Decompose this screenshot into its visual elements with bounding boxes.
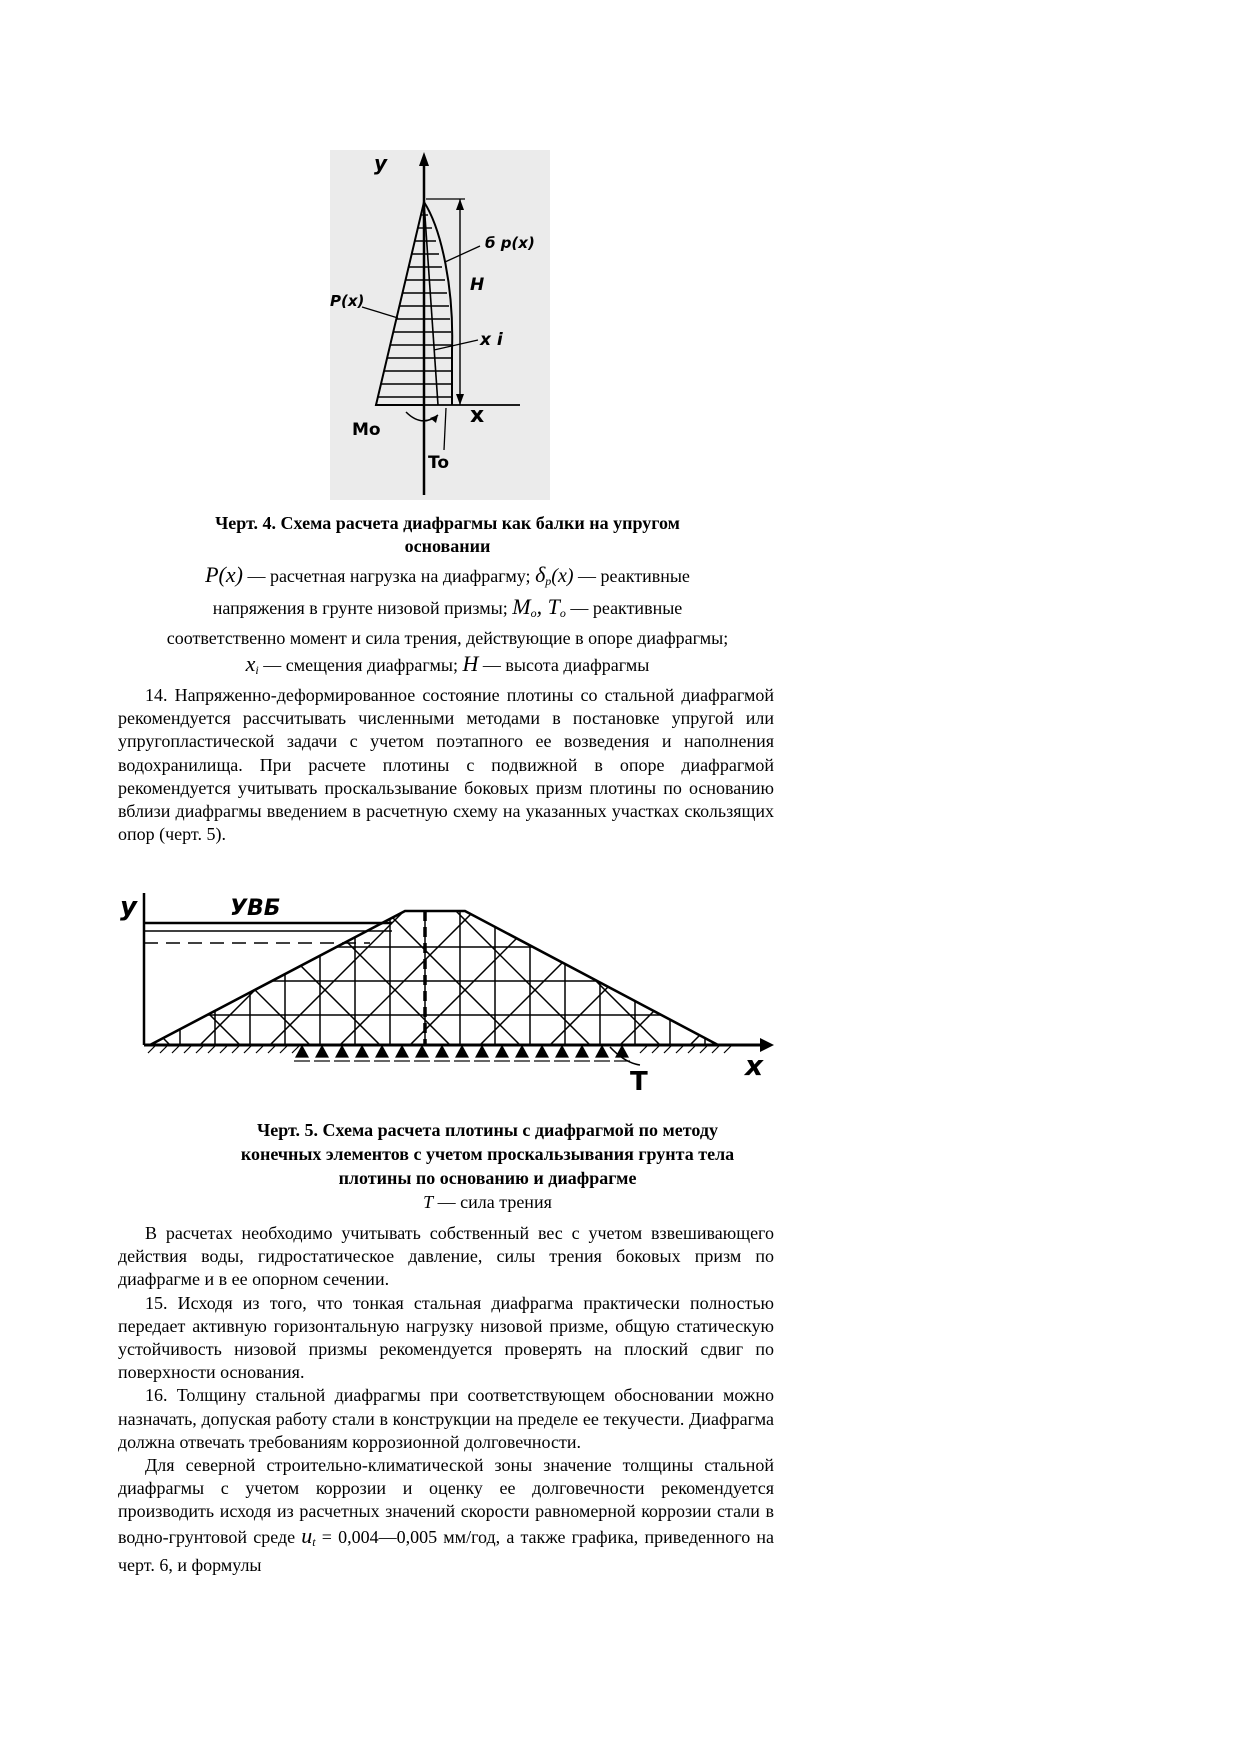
legend-text: — высота диафрагмы — [478, 655, 650, 675]
figure-5-caption — [140, 1118, 795, 1215]
legend-text: — сила трения — [433, 1192, 552, 1212]
paragraph-calculations: В расчетах необходимо учитывать собственный вес с учетом взвешивающего действия воды, гидростатическое давление, силы трения боковых призм по диафрагме и в ее опорном сечении. — [118, 1223, 774, 1290]
paragraph-north-zone — [118, 1454, 774, 1577]
paragraph-14-block — [118, 684, 774, 846]
label-y: y — [120, 892, 137, 922]
symbol-t: T — [547, 594, 560, 619]
label-xi: x i — [480, 330, 503, 350]
label-level: УВБ — [230, 896, 281, 921]
figure-5-fem-scheme — [120, 885, 775, 1100]
label-to: To — [428, 453, 450, 473]
legend-text: — реактивные — [573, 566, 690, 586]
figure-5-title-line2: конечных элементов с учетом проскальзывания грунта тела — [240, 1144, 735, 1164]
symbol-delta: δ — [535, 562, 546, 587]
figure-4-title-line1: Черт. 4. Схема расчета диафрагмы как балки на упругом — [215, 513, 680, 533]
legend-text: соответственно момент и сила трения, действующие в опоре диафрагмы; — [166, 628, 729, 648]
figure-background — [330, 150, 550, 500]
sliding-supports — [294, 1046, 630, 1061]
fem-mesh — [120, 885, 775, 1100]
figure-5-legend — [180, 1190, 795, 1215]
label-x: x — [745, 1049, 764, 1082]
symbol-delta-arg: (x) — [551, 565, 574, 587]
figure-4-caption — [120, 512, 775, 683]
label-y: y — [374, 151, 388, 175]
symbol-m-sub: o — [530, 606, 537, 620]
label-mo: Mo — [352, 420, 381, 440]
symbol-x-sub: i — [255, 663, 259, 677]
paragraph-north-text: Для северной строительно-климатической зоны значение толщины стальной диафрагмы с учетом коррозии и оценку ее долговечности рекомендуется производить исходя из расчетных значений скорости равномерной коррозии стали в водно-грунтовой среде — [118, 1455, 774, 1547]
paragraph-16: 16. Толщину стальной диафрагмы при соответствующем обосновании можно назначать, допуская работу стали в конструкции на пределе ее текучести. Диафрагма должна отвечать требованиям коррозионной долговечности. — [118, 1385, 774, 1452]
label-p: P(x) — [330, 292, 365, 310]
figure-4-legend — [120, 562, 775, 683]
label-x: x — [470, 403, 485, 428]
body-text-block — [118, 1222, 774, 1577]
legend-comma: , — [536, 594, 548, 619]
symbol-t: T — [423, 1192, 434, 1212]
paragraph-north-text-end: = 0,004—0,005 мм/год, а также графика, приведенного на черт. 6, и формулы — [118, 1526, 774, 1575]
symbol-u-sub: t — [312, 1534, 316, 1549]
label-t: T — [630, 1067, 648, 1097]
paragraph-14: 14. Напряженно-деформированное состояние плотины со стальной диафрагмой рекомендуется рассчитывать численными методами в постановке упругой или упругопластической задачи с учетом поэтапного ее возведения и наполнения водохранилища. При расчете плотины с подвижной в опоре диафрагмой рекомендуется учитывать проскальзывание боковых призм плотины по основанию вблизи диафрагмы введением в расчетную схему на указанных участках скользящих опор (черт. 5). — [118, 685, 774, 845]
label-h: H — [470, 275, 485, 295]
symbol-x: x — [245, 651, 256, 676]
figure-5-title-line1: Черт. 5. Схема расчета плотины с диафрагмой по методу — [257, 1120, 718, 1140]
legend-text: — реактивные — [565, 598, 683, 618]
symbol-h: H — [462, 651, 479, 676]
label-sigma: б p(x) — [485, 234, 535, 252]
symbol-delta-sub: p — [545, 574, 552, 588]
legend-text: — расчетная нагрузка на диафрагму; — [242, 566, 536, 586]
legend-text: — смещения диафрагмы; — [258, 655, 463, 675]
figure-4-title-line2: основании — [404, 536, 491, 556]
figure-4-diaphragm-scheme — [330, 150, 550, 500]
paragraph-15: 15. Исходя из того, что тонкая стальная диафрагма практически полностью передает активную горизонтальную нагрузку низовой призме, общую статическую устойчивость низовой призмы рекомендуется проверять на плоский сдвиг по поверхности основания. — [118, 1292, 774, 1383]
figure-5-title — [180, 1118, 795, 1190]
symbol-u: u — [301, 1522, 313, 1548]
figure-5-title-line3: плотины по основанию и диафрагме — [338, 1168, 637, 1188]
symbol-m: M — [512, 594, 531, 619]
symbol-p: P(x) — [205, 562, 243, 587]
figure-4-title — [120, 512, 775, 558]
symbol-t-sub: o — [559, 606, 566, 620]
legend-text: напряжения в грунте низовой призмы; — [212, 598, 513, 618]
